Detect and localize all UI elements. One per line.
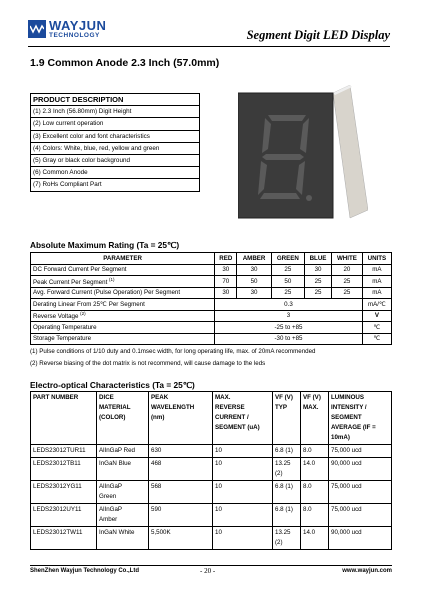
table-cell xyxy=(301,504,329,527)
footer-page-number: - 20 - xyxy=(200,567,216,575)
footer-company: ShenZhen Wayjun Technology Co.,Ltd xyxy=(30,568,139,574)
header-line: PART NUMBER xyxy=(33,394,79,401)
cell-line: 10 xyxy=(215,529,222,536)
header-line: SEGMENT xyxy=(331,414,362,421)
table-cell xyxy=(273,504,301,527)
table-cell xyxy=(97,504,149,527)
table-cell xyxy=(273,527,301,550)
table-cell: 0.3 xyxy=(215,299,363,311)
cell-line: 10 xyxy=(215,506,222,513)
table-cell: mA/℃ xyxy=(362,299,391,311)
table-cell: 30 xyxy=(237,264,271,276)
logo-name: WAYJUN xyxy=(49,18,107,33)
cell-line: (2) xyxy=(275,539,283,546)
absolute-max-rating-title: Absolute Maximum Rating (Ta = 25℃) xyxy=(30,240,180,250)
table-row xyxy=(31,310,392,322)
column-header: AMBER xyxy=(237,253,271,265)
header-line: (nm) xyxy=(151,414,165,421)
column-header xyxy=(273,392,301,445)
table-row xyxy=(31,276,392,288)
logo-subtitle: TECHNOLOGY xyxy=(49,32,100,39)
table-cell: 25 xyxy=(305,276,332,288)
column-header xyxy=(329,392,392,445)
led-display-product-image xyxy=(238,85,368,225)
table-row xyxy=(31,299,392,311)
cell-line: 75,000 ucd xyxy=(331,506,362,513)
table-cell xyxy=(31,310,215,322)
table-cell: mA xyxy=(362,264,391,276)
cell-line: Amber xyxy=(99,516,118,523)
cell-line: AlInGaP xyxy=(99,506,123,513)
table-cell xyxy=(329,527,392,550)
table-cell xyxy=(329,481,392,504)
table-cell: 25 xyxy=(271,287,304,299)
product-feature: (1) 2.3 Inch (56.80mm) Digit Height xyxy=(31,106,200,118)
header-line: REVERSE xyxy=(215,404,245,411)
column-header: PARAMETER xyxy=(31,253,215,265)
column-header: RED xyxy=(215,253,237,265)
table-cell: 30 xyxy=(215,264,237,276)
cell-line: LEDS23012TB11 xyxy=(33,460,81,467)
cell-line: 468 xyxy=(151,460,162,467)
table-cell: -25 to +85 xyxy=(215,322,363,334)
table-cell xyxy=(329,458,392,481)
cell-line: LEDS23012UY11 xyxy=(33,506,82,513)
cell-line: 5,500K xyxy=(151,529,171,536)
table-cell xyxy=(97,481,149,504)
cell-line: 8.0 xyxy=(303,506,312,513)
table-cell xyxy=(31,276,215,288)
table-row xyxy=(31,322,392,334)
product-feature: (4) Colors: White, blue, red, yellow and green xyxy=(31,142,200,154)
table-cell: ℃ xyxy=(362,322,391,334)
cell-line: 13.25 xyxy=(275,529,291,536)
cell-line: 630 xyxy=(151,447,162,454)
cell-line: 8.0 xyxy=(303,483,312,490)
header-line: TYP xyxy=(275,404,288,411)
cell-line: 13.25 xyxy=(275,460,291,467)
document-title: Segment Digit LED Display xyxy=(246,28,390,42)
column-header: BLUE xyxy=(305,253,332,265)
table-cell xyxy=(273,458,301,481)
footer-website: www.wayjun.com xyxy=(342,568,392,574)
header-line: SEGMENT (uA) xyxy=(215,424,260,431)
table-cell: 25 xyxy=(332,276,363,288)
cell-line: AlInGaP Red xyxy=(99,447,136,454)
header-line: INTENSITY / xyxy=(331,404,367,411)
header-line: PEAK xyxy=(151,394,169,401)
absolute-max-rating-table xyxy=(30,252,392,345)
cell-line: 10 xyxy=(215,460,222,467)
cell-text: Reverse Voltage xyxy=(33,313,79,321)
table-cell: 25 xyxy=(332,287,363,299)
header-line: 10mA) xyxy=(331,434,350,441)
cell-line: InGaN White xyxy=(99,529,135,536)
table-cell: Operating Temperature xyxy=(31,322,215,334)
header-line: MATERIAL xyxy=(99,404,131,411)
cell-line: 10 xyxy=(215,483,222,490)
table-cell: mA xyxy=(362,276,391,288)
table-cell xyxy=(97,445,149,458)
table-cell: 30 xyxy=(215,287,237,299)
cell-line: 590 xyxy=(151,506,162,513)
table-cell xyxy=(31,504,97,527)
column-header xyxy=(301,392,329,445)
table-cell xyxy=(273,481,301,504)
table-cell: mA xyxy=(362,287,391,299)
product-feature: (5) Gray or black color background xyxy=(31,154,200,166)
cell-line: 90,000 ucd xyxy=(331,460,362,467)
table-cell: 30 xyxy=(237,287,271,299)
product-feature: (2) Low current operation xyxy=(31,118,200,130)
footnote-marker: (2) xyxy=(80,311,86,317)
company-logo xyxy=(28,20,128,42)
table-cell xyxy=(31,445,97,458)
cell-line: Green xyxy=(99,493,117,500)
table-cell: DC Forward Current Per Segment xyxy=(31,264,215,276)
electro-optical-table xyxy=(30,391,392,550)
table-cell xyxy=(97,458,149,481)
cell-line: 90,000 ucd xyxy=(331,529,362,536)
table-cell: 50 xyxy=(271,276,304,288)
table-cell xyxy=(31,458,97,481)
header-rule xyxy=(28,46,390,47)
cell-line: LEDS23012TW11 xyxy=(33,529,83,536)
table-header-row xyxy=(31,392,392,445)
table-cell xyxy=(31,527,97,550)
table-row xyxy=(31,481,392,504)
footnote-marker: (1) xyxy=(109,276,115,282)
cell-line: 75,000 ucd xyxy=(331,483,362,490)
table-cell xyxy=(213,504,273,527)
table-cell xyxy=(301,481,329,504)
table-cell xyxy=(213,527,273,550)
table-row xyxy=(31,458,392,481)
header-line: MAX. xyxy=(303,404,319,411)
table-cell xyxy=(301,527,329,550)
table-cell: 50 xyxy=(237,276,271,288)
table-cell: 3 xyxy=(215,310,363,322)
header-line: MAX. xyxy=(215,394,231,401)
column-header: GREEN xyxy=(271,253,304,265)
cell-line: 14.0 xyxy=(303,460,316,467)
cell-line: 14.0 xyxy=(303,529,316,536)
header-line: AVERAGE (IF = xyxy=(331,424,376,431)
table-cell: 30 xyxy=(305,264,332,276)
table-cell xyxy=(329,504,392,527)
table-cell: Storage Temperature xyxy=(31,333,215,345)
header-line: DICE xyxy=(99,394,114,401)
cell-text: Peak Current Per Segment xyxy=(33,278,108,286)
column-header xyxy=(31,392,97,445)
footnote: (2) Reverse biasing of the dot matrix is not recommend, will cause damage to the leds xyxy=(30,360,266,367)
column-header xyxy=(149,392,213,445)
cell-line: 75,000 ucd xyxy=(331,447,362,454)
table-cell xyxy=(149,527,213,550)
table-cell xyxy=(273,445,301,458)
column-header xyxy=(97,392,149,445)
cell-line: LEDS23012TUR11 xyxy=(33,447,86,454)
column-header: UNITS xyxy=(362,253,391,265)
footnote: (1) Pulse conditions of 1/10 duty and 0.1msec width, for long operating life, max. of 20mA recommended xyxy=(30,348,316,355)
header-line: WAVELENGTH xyxy=(151,404,195,411)
table-cell xyxy=(149,445,213,458)
table-cell: Derating Linear From 25℃ Per Segment xyxy=(31,299,215,311)
page-header xyxy=(28,18,390,48)
table-row xyxy=(31,333,392,345)
footer-rule xyxy=(30,565,392,566)
header-line: CURRENT / xyxy=(215,414,249,421)
table-cell: 25 xyxy=(305,287,332,299)
table-cell xyxy=(149,504,213,527)
table-cell: 70 xyxy=(215,276,237,288)
header-line: LUMINOUS xyxy=(331,394,364,401)
cell-line: LEDS23012YG11 xyxy=(33,483,82,490)
table-cell xyxy=(301,458,329,481)
electro-optical-title: Electro-optical Characteristics (Ta = 25℃) xyxy=(30,380,195,390)
table-cell xyxy=(97,527,149,550)
cell-line: (2) xyxy=(275,470,283,477)
table-cell xyxy=(213,458,273,481)
table-cell: V xyxy=(362,310,391,322)
table-cell: 25 xyxy=(271,264,304,276)
header-line: (COLOR) xyxy=(99,414,126,421)
header-line: VF (V) xyxy=(303,394,321,401)
header-line: VF (V) xyxy=(275,394,293,401)
cell-line: 6.8 (1) xyxy=(275,506,293,513)
product-description-table xyxy=(30,93,200,192)
cell-line: InGaN Blue xyxy=(99,460,131,467)
table-cell: ℃ xyxy=(362,333,391,345)
table-cell xyxy=(149,458,213,481)
table-row xyxy=(31,264,392,276)
table-cell: -30 to +85 xyxy=(215,333,363,345)
table-cell xyxy=(301,445,329,458)
table-row xyxy=(31,504,392,527)
table-cell xyxy=(213,481,273,504)
cell-line: 568 xyxy=(151,483,162,490)
product-feature: (7) RoHs Compliant Part xyxy=(31,179,200,191)
table-cell xyxy=(31,481,97,504)
table-cell xyxy=(329,445,392,458)
cell-line: AlInGaP xyxy=(99,483,123,490)
column-header xyxy=(213,392,273,445)
table-row xyxy=(31,527,392,550)
column-header: WHITE xyxy=(332,253,363,265)
logo-mark-icon xyxy=(28,20,46,38)
table-cell xyxy=(149,481,213,504)
table-row xyxy=(31,445,392,458)
product-description-heading: PRODUCT DESCRIPTION xyxy=(31,94,200,106)
cell-line: 6.8 (1) xyxy=(275,483,293,490)
table-cell: Avg. Forward Current (Pulse Operation) Per Segment xyxy=(31,287,215,299)
cell-line: 10 xyxy=(215,447,222,454)
product-feature: (3) Excellent color and font characteristics xyxy=(31,130,200,142)
table-cell xyxy=(213,445,273,458)
cell-line: 6.8 (1) xyxy=(275,447,293,454)
table-cell: 20 xyxy=(332,264,363,276)
cell-line: 8.0 xyxy=(303,447,312,454)
table-row xyxy=(31,287,392,299)
section-title: 1.9 Common Anode 2.3 Inch (57.0mm) xyxy=(30,57,220,69)
product-feature: (6) Common Anode xyxy=(31,167,200,179)
